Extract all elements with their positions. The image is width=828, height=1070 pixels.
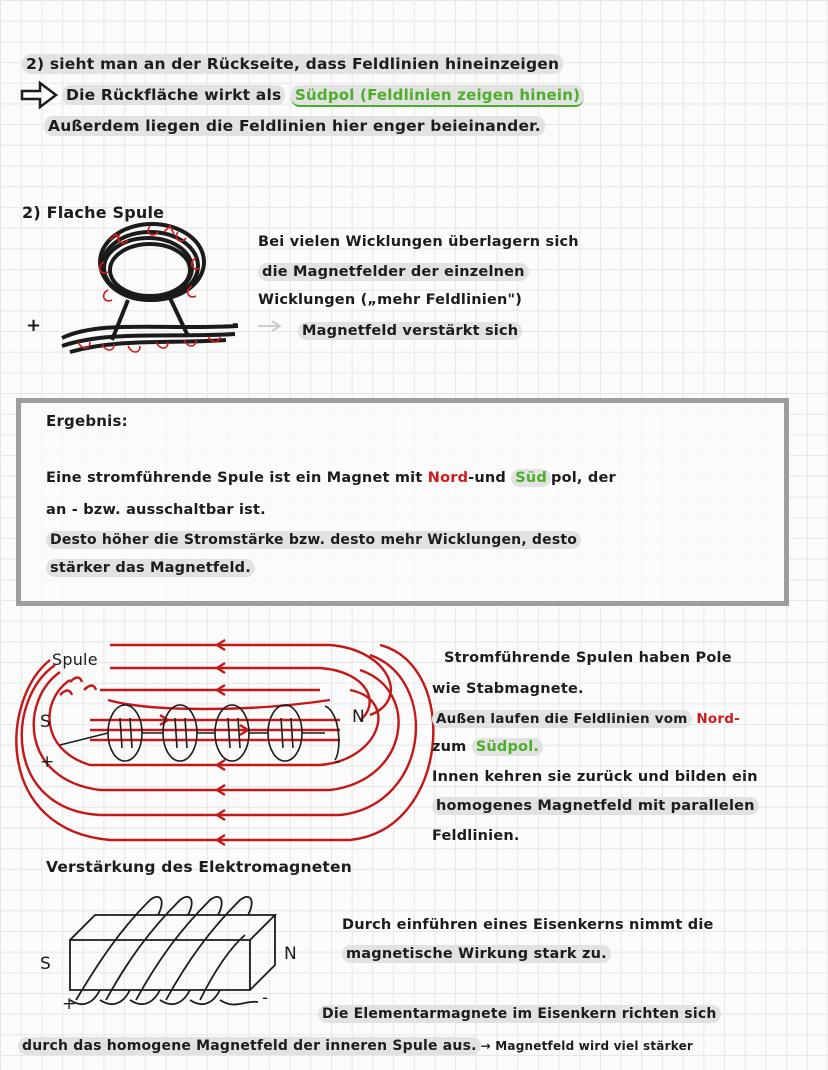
top-line-2-green: Südpol (Feldlinien zeigen hinein): [291, 85, 584, 107]
electromagnet-text-4: [18, 1038, 693, 1054]
electromagnet-minus: -: [262, 988, 269, 1008]
result-line-1: [46, 470, 616, 486]
solenoid-text-6-hl: homogenes Magnetfeld mit parallelen: [432, 797, 759, 815]
solenoid-minus: -: [334, 752, 341, 772]
solenoid-text-6: [432, 798, 759, 814]
flat-coil-text-3: Wicklungen („mehr Feldlinien"): [258, 292, 523, 308]
flat-coil-text-4-hl: Magnetfeld verstärkt sich: [298, 322, 522, 340]
result-line-1-b: -und: [468, 470, 507, 486]
electromagnet-drawing: [70, 897, 275, 1005]
solenoid-text-4: [432, 739, 543, 755]
solenoid-text-1: [444, 650, 732, 666]
result-line-4: [46, 560, 255, 576]
electromagnet-text-4-hl: durch das homogene Magnetfeld der inneren Spule aus.: [18, 1037, 481, 1055]
top-line-2: [62, 86, 584, 104]
flat-coil-minus: -: [232, 314, 239, 333]
flat-coil-text-2-hl: die Magnetfelder der einzelnen: [258, 263, 529, 281]
solenoid-field-drawing: [16, 640, 433, 845]
solenoid-label: Spule: [52, 650, 98, 669]
result-line-2: an - bzw. ausschaltbar ist.: [46, 502, 266, 518]
solenoid-plus: +: [40, 752, 55, 772]
result-title: Ergebnis:: [46, 412, 128, 430]
flat-coil-text-1: Bei vielen Wicklungen überlagern sich: [258, 234, 579, 250]
solenoid-text-4-a: zum: [432, 739, 467, 755]
result-line-1-c: pol, der: [551, 470, 616, 486]
electromagnet-n: N: [284, 944, 297, 964]
top-line-1: [22, 55, 563, 73]
solenoid-n: N: [352, 707, 365, 727]
electromagnet-text-3: [318, 1006, 721, 1022]
top-line-2-prefix: Die Rückfläche wirkt als: [62, 85, 285, 105]
flat-coil-plus: +: [26, 315, 42, 336]
flat-coil-drawing: [62, 224, 280, 352]
solenoid-text-5: Innen kehren sie zurück und bilden ein: [432, 769, 758, 785]
flat-coil-text-2: [258, 264, 529, 280]
flat-coil-text-4: [298, 323, 522, 339]
result-nord: Nord: [427, 470, 469, 486]
result-line-1-a: Eine stromführende Spule ist ein Magnet mit: [46, 470, 423, 486]
result-line-3-hl: Desto höher die Stromstärke bzw. desto mehr Wicklungen, desto: [46, 531, 581, 549]
solenoid-text-7: Feldlinien.: [432, 828, 520, 844]
electromagnet-text-2: [342, 946, 611, 962]
result-sued: Süd: [511, 469, 551, 487]
solenoid-s: S: [40, 712, 51, 732]
result-line-4-hl: stärker das Magnetfeld.: [46, 559, 255, 577]
electromagnet-s: S: [40, 954, 51, 974]
electromagnet-heading: Verstärkung des Elektromagneten: [46, 858, 352, 876]
solenoid-text-2: wie Stabmagnete.: [432, 681, 584, 697]
top-line-3: [44, 117, 545, 135]
electromagnet-plus: +: [62, 994, 77, 1014]
electromagnet-text-2-hl: magnetische Wirkung stark zu.: [342, 945, 611, 963]
solenoid-sued: Südpol.: [472, 738, 543, 756]
flat-coil-heading: 2) Flache Spule: [22, 203, 165, 222]
solenoid-nord: Nord-: [696, 711, 740, 727]
hollow-arrow-icon: [22, 83, 56, 107]
electromagnet-text-3-hl: Die Elementarmagnete im Eisenkern richten sich: [318, 1005, 721, 1023]
result-line-3: [46, 532, 581, 548]
solenoid-text-1-span: Stromführende Spulen haben Pole: [444, 650, 732, 666]
electromagnet-text-1: Durch einführen eines Eisenkerns nimmt die: [342, 917, 714, 933]
electromagnet-text-4-b: → Magnetfeld wird viel stärker: [480, 1039, 694, 1053]
top-line-1-text: 2) sieht man an der Rückseite, dass Feldlinien hineinzeigen: [22, 54, 563, 74]
top-line-3-text: Außerdem liegen die Feldlinien hier enger beieinander.: [44, 116, 545, 136]
solenoid-text-3: [432, 711, 740, 727]
solenoid-text-3-hl: Außen laufen die Feldlinien vom: [432, 710, 692, 728]
